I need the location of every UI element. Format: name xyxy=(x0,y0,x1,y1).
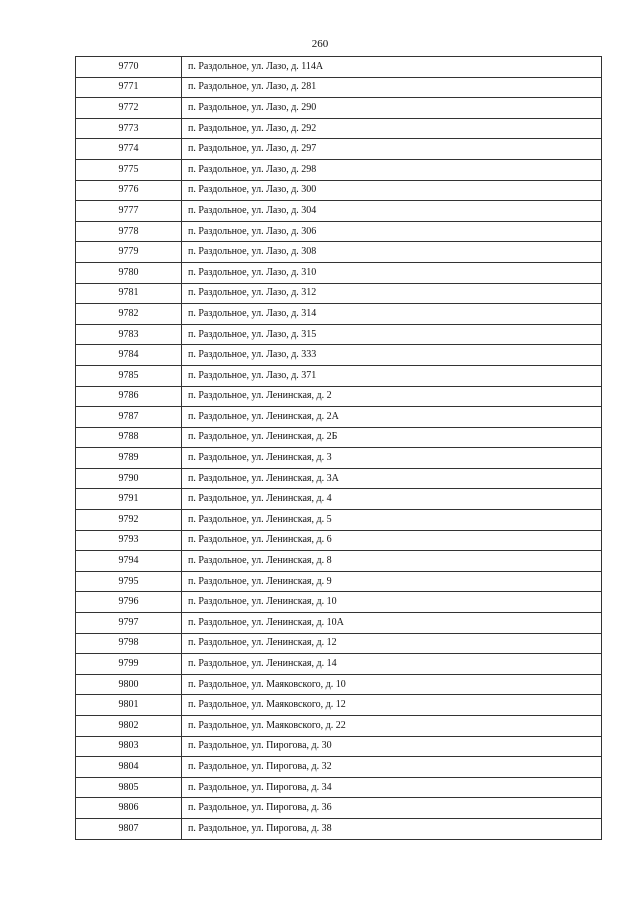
table-row xyxy=(76,98,602,119)
table-row xyxy=(76,345,602,366)
table-row xyxy=(76,283,602,304)
address-cell: п. Раздольное, ул. Ленинская, д. 6 xyxy=(182,530,602,551)
address-cell: п. Раздольное, ул. Лазо, д. 298 xyxy=(182,159,602,180)
table-row xyxy=(76,777,602,798)
address-cell: п. Раздольное, ул. Лазо, д. 312 xyxy=(182,283,602,304)
table-row xyxy=(76,613,602,634)
row-number-cell: 9792 xyxy=(76,510,182,531)
table-row xyxy=(76,221,602,242)
address-cell: п. Раздольное, ул. Лазо, д. 314 xyxy=(182,304,602,325)
table-row xyxy=(76,159,602,180)
row-number-cell: 9800 xyxy=(76,674,182,695)
address-cell: п. Раздольное, ул. Ленинская, д. 5 xyxy=(182,510,602,531)
row-number-cell: 9795 xyxy=(76,571,182,592)
row-number-cell: 9773 xyxy=(76,118,182,139)
row-number-cell: 9779 xyxy=(76,242,182,263)
address-cell: п. Раздольное, ул. Пирогова, д. 30 xyxy=(182,736,602,757)
address-cell: п. Раздольное, ул. Ленинская, д. 2 xyxy=(182,386,602,407)
row-number-cell: 9804 xyxy=(76,757,182,778)
table-row xyxy=(76,489,602,510)
address-cell: п. Раздольное, ул. Ленинская, д. 10 xyxy=(182,592,602,613)
row-number-cell: 9805 xyxy=(76,777,182,798)
table-row xyxy=(76,77,602,98)
row-number-cell: 9789 xyxy=(76,448,182,469)
row-number-cell: 9775 xyxy=(76,159,182,180)
address-cell: п. Раздольное, ул. Лазо, д. 371 xyxy=(182,365,602,386)
table-row xyxy=(76,324,602,345)
address-cell: п. Раздольное, ул. Пирогова, д. 36 xyxy=(182,798,602,819)
address-cell: п. Раздольное, ул. Маяковского, д. 10 xyxy=(182,674,602,695)
address-cell: п. Раздольное, ул. Ленинская, д. 3 xyxy=(182,448,602,469)
address-cell: п. Раздольное, ул. Ленинская, д. 4 xyxy=(182,489,602,510)
table-row xyxy=(76,242,602,263)
row-number-cell: 9801 xyxy=(76,695,182,716)
table-row xyxy=(76,262,602,283)
row-number-cell: 9793 xyxy=(76,530,182,551)
table-row xyxy=(76,716,602,737)
row-number-cell: 9776 xyxy=(76,180,182,201)
table-row xyxy=(76,695,602,716)
table-row xyxy=(76,201,602,222)
row-number-cell: 9772 xyxy=(76,98,182,119)
row-number-cell: 9790 xyxy=(76,468,182,489)
address-cell: п. Раздольное, ул. Лазо, д. 114А xyxy=(182,57,602,78)
table-row xyxy=(76,510,602,531)
address-cell: п. Раздольное, ул. Лазо, д. 281 xyxy=(182,77,602,98)
address-cell: п. Раздольное, ул. Лазо, д. 300 xyxy=(182,180,602,201)
table-row xyxy=(76,427,602,448)
address-cell: п. Раздольное, ул. Лазо, д. 304 xyxy=(182,201,602,222)
address-cell: п. Раздольное, ул. Ленинская, д. 10А xyxy=(182,613,602,634)
table-row xyxy=(76,530,602,551)
row-number-cell: 9771 xyxy=(76,77,182,98)
row-number-cell: 9782 xyxy=(76,304,182,325)
row-number-cell: 9791 xyxy=(76,489,182,510)
address-cell: п. Раздольное, ул. Лазо, д. 310 xyxy=(182,262,602,283)
address-cell: п. Раздольное, ул. Ленинская, д. 2А xyxy=(182,407,602,428)
address-cell: п. Раздольное, ул. Лазо, д. 306 xyxy=(182,221,602,242)
table-row xyxy=(76,118,602,139)
table-row xyxy=(76,798,602,819)
row-number-cell: 9784 xyxy=(76,345,182,366)
row-number-cell: 9788 xyxy=(76,427,182,448)
address-cell: п. Раздольное, ул. Лазо, д. 315 xyxy=(182,324,602,345)
row-number-cell: 9783 xyxy=(76,324,182,345)
address-cell: п. Раздольное, ул. Пирогова, д. 34 xyxy=(182,777,602,798)
row-number-cell: 9796 xyxy=(76,592,182,613)
table-row xyxy=(76,818,602,839)
address-cell: п. Раздольное, ул. Ленинская, д. 9 xyxy=(182,571,602,592)
address-cell: п. Раздольное, ул. Ленинская, д. 14 xyxy=(182,654,602,675)
row-number-cell: 9802 xyxy=(76,716,182,737)
table-row xyxy=(76,139,602,160)
table-row xyxy=(76,304,602,325)
table-row xyxy=(76,654,602,675)
table-row xyxy=(76,386,602,407)
address-cell: п. Раздольное, ул. Лазо, д. 292 xyxy=(182,118,602,139)
address-cell: п. Раздольное, ул. Ленинская, д. 12 xyxy=(182,633,602,654)
page-number: 260 xyxy=(311,38,329,50)
address-cell: п. Раздольное, ул. Ленинская, д. 8 xyxy=(182,551,602,572)
row-number-cell: 9803 xyxy=(76,736,182,757)
row-number-cell: 9777 xyxy=(76,201,182,222)
row-number-cell: 9807 xyxy=(76,818,182,839)
row-number-cell: 9780 xyxy=(76,262,182,283)
address-cell: п. Раздольное, ул. Пирогова, д. 38 xyxy=(182,818,602,839)
row-number-cell: 9778 xyxy=(76,221,182,242)
row-number-cell: 9787 xyxy=(76,407,182,428)
row-number-cell: 9794 xyxy=(76,551,182,572)
address-cell: п. Раздольное, ул. Пирогова, д. 32 xyxy=(182,757,602,778)
row-number-cell: 9774 xyxy=(76,139,182,160)
address-cell: п. Раздольное, ул. Лазо, д. 333 xyxy=(182,345,602,366)
table-row xyxy=(76,757,602,778)
row-number-cell: 9785 xyxy=(76,365,182,386)
table-row xyxy=(76,365,602,386)
table-row xyxy=(76,468,602,489)
address-cell: п. Раздольное, ул. Маяковского, д. 12 xyxy=(182,695,602,716)
table-row xyxy=(76,57,602,78)
table-row xyxy=(76,674,602,695)
row-number-cell: 9798 xyxy=(76,633,182,654)
table-row xyxy=(76,448,602,469)
table-row xyxy=(76,180,602,201)
address-cell: п. Раздольное, ул. Лазо, д. 290 xyxy=(182,98,602,119)
table-row xyxy=(76,551,602,572)
address-table xyxy=(75,56,602,840)
address-cell: п. Раздольное, ул. Ленинская, д. 3А xyxy=(182,468,602,489)
address-cell: п. Раздольное, ул. Ленинская, д. 2Б xyxy=(182,427,602,448)
table-body xyxy=(76,57,602,840)
address-cell: п. Раздольное, ул. Маяковского, д. 22 xyxy=(182,716,602,737)
address-cell: п. Раздольное, ул. Лазо, д. 297 xyxy=(182,139,602,160)
table-row xyxy=(76,736,602,757)
table-row xyxy=(76,592,602,613)
row-number-cell: 9797 xyxy=(76,613,182,634)
row-number-cell: 9770 xyxy=(76,57,182,78)
row-number-cell: 9799 xyxy=(76,654,182,675)
row-number-cell: 9806 xyxy=(76,798,182,819)
table-row xyxy=(76,571,602,592)
table-row xyxy=(76,633,602,654)
address-cell: п. Раздольное, ул. Лазо, д. 308 xyxy=(182,242,602,263)
table-row xyxy=(76,407,602,428)
row-number-cell: 9786 xyxy=(76,386,182,407)
row-number-cell: 9781 xyxy=(76,283,182,304)
